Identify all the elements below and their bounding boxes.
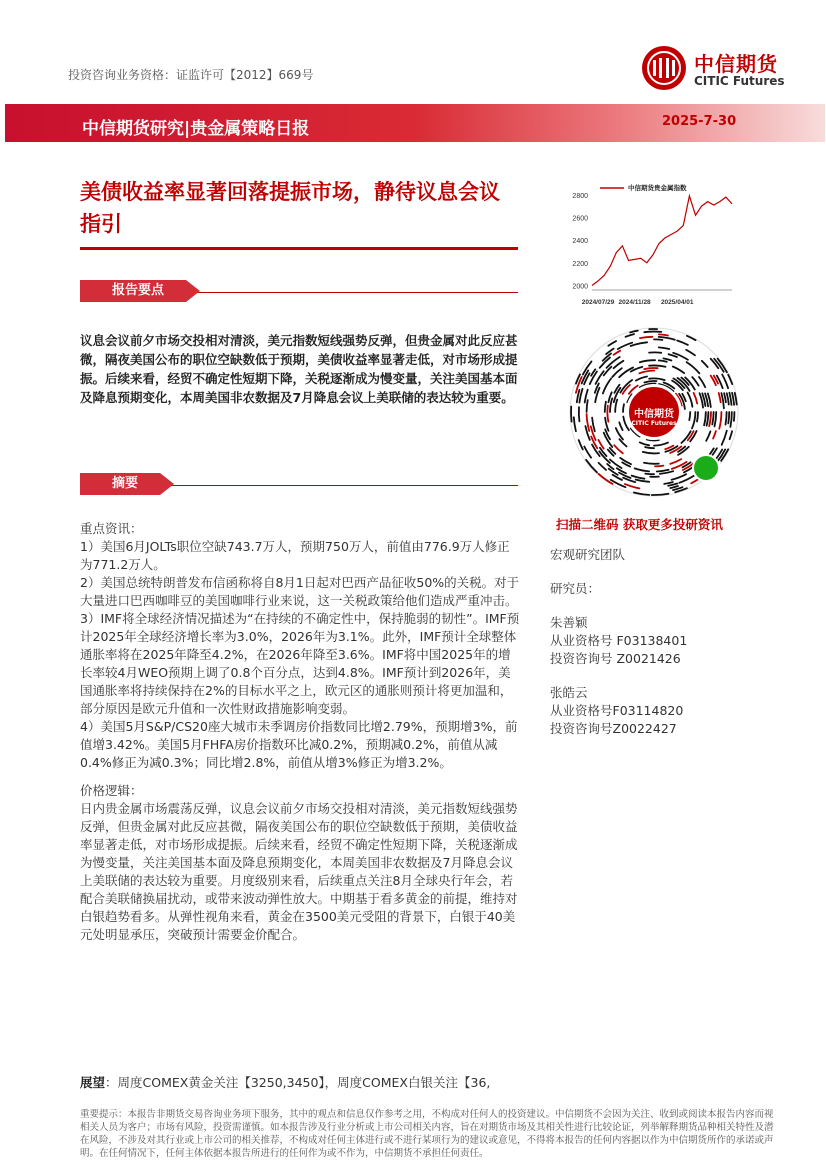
research-team [550, 546, 687, 738]
chart-x-tick-0: 2024/07/29 [581, 299, 615, 306]
chart-series-line [592, 196, 732, 286]
outlook-line [80, 1073, 520, 1091]
researcher-2-advisory: 投资咨询号Z0022427 [550, 721, 677, 736]
qr-dot [644, 368, 657, 369]
qr-dot [571, 407, 572, 422]
abstract-body [80, 520, 520, 944]
wechat-icon [692, 454, 720, 482]
report-headline: 美债收益率显著回落提振市场，静待议息会议指引 [80, 180, 500, 236]
outlook-label: 展望 [80, 1075, 106, 1090]
chart-svg [560, 180, 740, 310]
disclaimer: 重要提示：本报告非期货交易咨询业务项下服务，其中的观点和信息仅作参考之用，不构成对任何人的投资建议。中信期货不会因为关注、收到或阅读本报告内容而视相关人员为客户；市场有风险，投资需谨慎。如本报告涉及行业分析或上市公司相关内容，旨在对期货市场及其相关性进行比较论证，列举解释期货品种相关特性及潜在风险，不涉及对其行业或上市公司的相关推荐，不构成对任何主体进行或不进行某项行为的建议或意见，不得将本报告的任何内容据以作为中信期货所作的承诺或声明。在任何情况下，任何主体依据本报告所进行的任何作为或不作为，中信期货不承担任何责任。 [80, 1109, 774, 1159]
chart-y-tick-1: 2200 [572, 260, 588, 268]
researcher-2-name: 张皓云 [550, 685, 588, 700]
logic-paragraph: 日内贵金属市场震荡反弹，议息会议前夕市场交投相对清淡，美元指数短线强势反弹，但贵金属对此反应甚微，隔夜美国公布的职位空缺数低于预期，美债收益率显著走低，对市场形成提振。后续来看，经贸不确定性短期下降，关税逐渐成为慢变量，关注美国基本面及降息预期变化，本周美国非农数据及7月降息会议上美联储的表达较为重要。月度级别来看，后续重点关注8月全球央行年会，若配合美联储换届扰动，或带来波动弹性放大。中期基于看多黄金的前提，维持对白银趋势看多。从弹性视角来看，黄金在3500美元受阻的背景下，白银于40美元处明显承压，突破预计需要金价配合。 [80, 801, 518, 942]
researchers-label: 研究员： [550, 581, 601, 596]
qr-dot [697, 412, 698, 422]
info-item-1: 1）美国6月JOLTs职位空缺743.7万人，预期750万人，前值由776.9万人修正为771.2万人。 [80, 539, 510, 572]
license-text: 投资咨询业务资格：证监许可【2012】669号 [68, 68, 314, 82]
researcher-2-license: 从业资格号F03114820 [550, 703, 684, 718]
report-date: 2025-7-30 [662, 114, 737, 129]
researcher-1-advisory: 投资咨询号 Z0021426 [550, 651, 681, 666]
outlook-text: ：周度COMEX黄金关注【3250,3450】，周度COMEX白银关注【36, [105, 1075, 491, 1090]
qr-caption: 扫描二维码 获取更多投研资讯 [556, 517, 723, 532]
citic-logo [640, 44, 810, 94]
chart-y-tick-3: 2600 [572, 215, 588, 223]
info-item-4: 4）美国5月S&P/CS20座大城市未季调房价指数同比增2.79%，预期增3%，前值增3.42%。美国5月FHFA房价指数环比减0.2%，预期减0.2%，前值从减0.4%修正为减0.3%；同比增2.8%，前值从增3%修正为增3.2%。 [80, 719, 518, 770]
chart-x-tick-1: 2024/11/28 [618, 299, 651, 306]
logic-title: 价格逻辑： [80, 783, 143, 798]
qr-center-en: CITIC Futures [631, 420, 677, 427]
qr-dot [644, 332, 661, 333]
chart-y-tick-0: 2000 [572, 283, 588, 291]
qr-dot [654, 339, 662, 340]
team-name: 宏观研究团队 [550, 547, 626, 562]
qr-dot [734, 412, 735, 421]
researcher-1-license: 从业资格号 F03138401 [550, 633, 688, 648]
info-item-3: 3）IMF将全球经济情况描述为“在持续的不确定性中，保持脆弱的韧性”。IMF预计2025年全球经济增长率为3.0%，2026年为3.1%。此外，IMF预计全球整体通胀率将在2025年降至4.2%，在2026年降至3.6%。IMF将中国2025年的增长率较4月WEO预期上调了0.8个百分点，达到4.8%。IMF预计到2026年，美国通胀率将持续保持在2%的目标水平之上，欧元区的通胀则预计将更加温和，部分原因是欧元升值和一次性财政措施影响变弱。 [80, 611, 520, 716]
qr-dot [623, 404, 624, 412]
chart-legend-label: 中信期货贵金属指数 [628, 184, 687, 192]
chart-y-tick-4: 2800 [572, 192, 588, 200]
qr-dot [655, 466, 663, 467]
chart-y-tick-2: 2400 [572, 238, 588, 246]
qr-dot [644, 463, 659, 464]
key-points-label: 报告要点 [80, 280, 186, 302]
abstract-label: 摘要 [80, 473, 160, 495]
researcher-1-name: 朱善颖 [550, 615, 588, 630]
qr-dot [645, 474, 654, 475]
info-item-2: 2）美国总统特朗普发布信函称将自8月1日起对巴西产品征收50%的关税。对于大量进口巴西咖啡豆的美国咖啡行业来说，这一关税政策给他们造成严重冲击。 [80, 575, 520, 608]
logo-text-en: CITIC Futures [694, 74, 785, 88]
qr-dot [579, 407, 580, 421]
key-points-summary: 议息会议前夕市场交投相对清淡，美元指数短线强势反弹，但贵金属对此反应甚微，隔夜美国公布的职位空缺数低于预期，美债收益率显著走低，对市场形成提振。后续来看，经贸不确定性短期下降，关税逐渐成为慢变量，关注美国基本面及降息预期变化，本周美国非农数据及7月降息会议上美联储的表达较为重要。 [80, 333, 518, 405]
qr-center-logo [626, 384, 682, 440]
headline-divider [80, 247, 518, 250]
info-title: 重点资讯： [80, 521, 143, 536]
qr-dot [689, 412, 690, 420]
qr-dot [728, 412, 729, 423]
qr-dot [607, 406, 608, 422]
precious-metals-index-chart [560, 180, 740, 310]
qr-dot [659, 334, 668, 335]
banner-title: 中信期货研究|贵金属策略日报 [82, 119, 310, 139]
chart-x-tick-2: 2025/04/01 [660, 299, 694, 306]
logo-emblem-icon [640, 44, 688, 92]
qr-code [568, 326, 740, 498]
logo-text-cn: 中信期货 [694, 52, 778, 76]
qr-center-cn: 中信期货 [634, 409, 674, 420]
